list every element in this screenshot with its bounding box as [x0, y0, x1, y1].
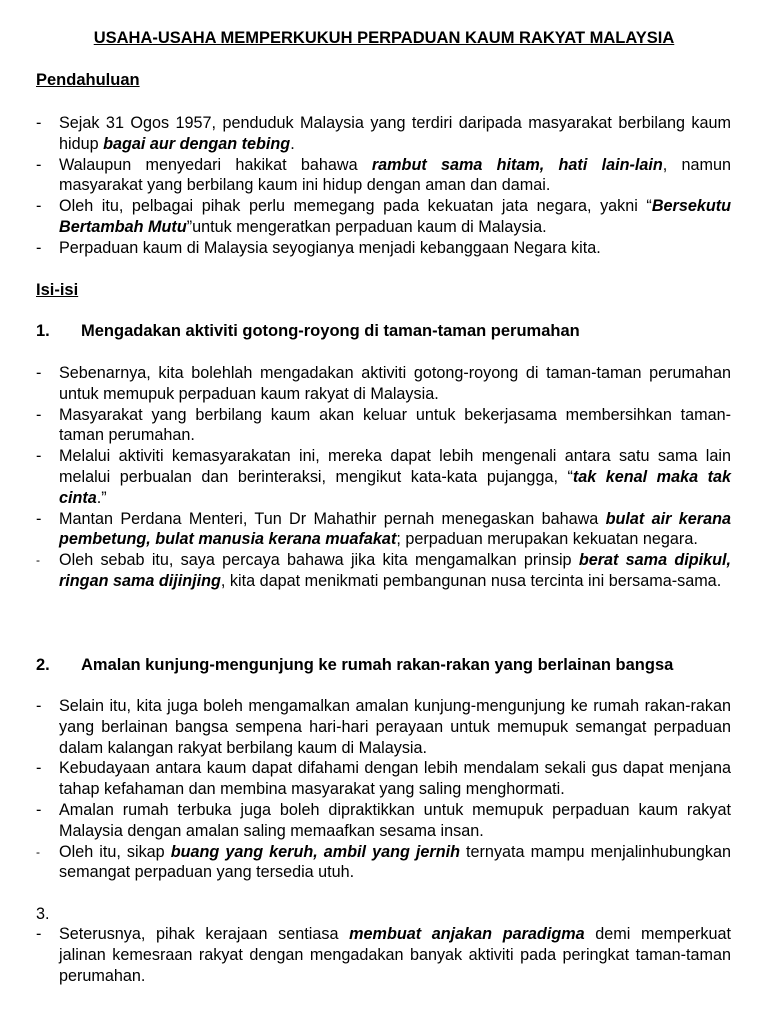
list-item [36, 800, 731, 842]
item-text: Walaupun menyedari hakikat bahawa [59, 155, 372, 174]
point-2-heading [36, 655, 673, 675]
bullet-dash: - [36, 405, 42, 424]
item-text: Oleh sebab itu, saya percaya bahawa jika kita mengamalkan prinsip [59, 551, 579, 570]
item-text: ternyata mampu menjalinhubungkan semangat perpaduan yang tersedia utuh. [59, 842, 731, 882]
item-text: , namun masyarakat yang berbilang kaum ini hidup dengan aman dan damai. [59, 155, 731, 195]
list-item [36, 363, 731, 405]
item-text: ; perpaduan merupakan kekuatan negara. [396, 530, 698, 549]
emphasis-text: bulat air kerana pembetung, bulat manusia kerana muafakat [59, 509, 731, 549]
bullet-dash: - [36, 697, 42, 715]
bullet-dash: - [36, 800, 42, 819]
list-item [36, 924, 731, 986]
point-2-title: Amalan kunjung-mengunjung ke rumah rakan-rakan yang berlainan bangsa [81, 656, 674, 674]
item-text: ”untuk mengeratkan perpaduan kaum di Malaysia. [186, 217, 547, 236]
list-item [36, 758, 731, 800]
bullet-dash: - [36, 759, 42, 778]
list-item [36, 196, 731, 238]
document-title: USAHA-USAHA MEMPERKUKUH PERPADUAN KAUM RAKYAT MALAYSIA [93, 29, 675, 47]
item-text: Oleh itu, pelbagai pihak perlu memegang pada kekuatan jata negara, yakni “ [59, 197, 652, 216]
point-2-number: 2. [36, 656, 50, 674]
body-heading: Isi-isi [36, 281, 79, 299]
bullet-dash: - [36, 114, 42, 132]
list-item [36, 509, 731, 551]
bullet-dash: - [36, 844, 40, 859]
bullet-dash: - [36, 553, 40, 568]
item-text: Selain itu, kita juga boleh mengamalkan amalan kunjung-mengunjung ke rumah rakan-rakan yang berlainan bangsa sempena hari-hari perayaan untuk memupuk semangat perpaduan dalam kalangan rakyat berbilang kaum di Malaysia. [59, 697, 731, 757]
emphasis-text: rambut sama hitam, hati lain-lain [371, 155, 663, 174]
point-2-list [36, 696, 731, 883]
item-text: Perpaduan kaum di Malaysia seyogianya menjadi kebanggaan Negara kita. [59, 238, 601, 257]
item-text: Mantan Perdana Menteri, Tun Dr Mahathir pernah menegaskan bahawa [59, 509, 606, 528]
bullet-dash: - [36, 925, 42, 943]
item-text: .” [96, 488, 107, 507]
list-item [36, 446, 731, 508]
bullet-dash: - [36, 447, 42, 466]
point-1-number: 1. [36, 322, 50, 340]
list-item [36, 696, 731, 758]
bullet-dash: - [36, 364, 42, 382]
bullet-dash: - [36, 509, 42, 528]
point-3-list [36, 924, 731, 986]
item-text: , kita dapat menikmati pembangunan nusa tercinta ini bersama-sama. [220, 571, 722, 590]
bullet-dash: - [36, 197, 42, 216]
intro-heading: Pendahuluan [36, 71, 140, 89]
point-1-title: Mengadakan aktiviti gotong-royong di taman-taman perumahan [81, 322, 580, 340]
emphasis-text: membuat anjakan paradigma [349, 925, 585, 943]
bullet-dash: - [36, 155, 42, 174]
item-text: . [290, 134, 295, 153]
item-text: Melalui aktiviti kemasyarakatan ini, mereka dapat lebih mengenali antara satu sama lain melalui perbualan dan berinteraksi, mengikut kata-kata pujangga, “ [59, 447, 731, 486]
intro-list [36, 113, 731, 259]
point-3-number: 3. [36, 905, 50, 923]
item-text: Seterusnya, pihak kerajaan sentiasa [59, 925, 350, 943]
item-text: Masyarakat yang berbilang kaum akan keluar untuk bekerjasama membersihkan taman-taman perumahan. [59, 405, 731, 445]
point-1-list [36, 363, 731, 592]
item-text: Sebenarnya, kita bolehlah mengadakan aktiviti gotong-royong di taman-taman perumahan untuk memupuk perpaduan kaum rakyat di Malaysia. [59, 364, 731, 403]
emphasis-text: Bersekutu Bertambah Mutu [59, 197, 731, 236]
list-item [36, 842, 731, 884]
emphasis-text: berat sama dipikul, ringan sama dijinjing [59, 551, 731, 590]
item-text: Amalan rumah terbuka juga boleh dipraktikkan untuk memupuk perpaduan kaum rakyat Malaysia dengan amalan saling memaafkan sesama insan. [59, 800, 731, 840]
item-text: demi memperkuat jalinan kemesraan rakyat dengan mengadakan banyak aktiviti pada peringkat taman-taman perumahan. [59, 925, 731, 985]
list-item [36, 238, 731, 259]
list-item [36, 113, 731, 155]
emphasis-text: buang yang keruh, ambil yang jernih [170, 842, 460, 861]
item-text: Oleh itu, sikap [59, 842, 171, 861]
item-text: Sejak 31 Ogos 1957, penduduk Malaysia yang terdiri daripada masyarakat berbilang kaum hidup [59, 114, 731, 153]
emphasis-text: bagai aur dengan tebing [103, 134, 291, 153]
list-item [36, 405, 731, 447]
point-1-heading [36, 321, 580, 341]
item-text: Kebudayaan antara kaum dapat difahami dengan lebih mendalam sekali gus dapat menjana tahap kefahaman dan membina masyarakat yang saling menghormati. [59, 759, 731, 799]
list-item [36, 155, 731, 197]
bullet-dash: - [36, 238, 42, 257]
list-item [36, 550, 731, 592]
emphasis-text: tak kenal maka tak cinta [59, 467, 731, 507]
